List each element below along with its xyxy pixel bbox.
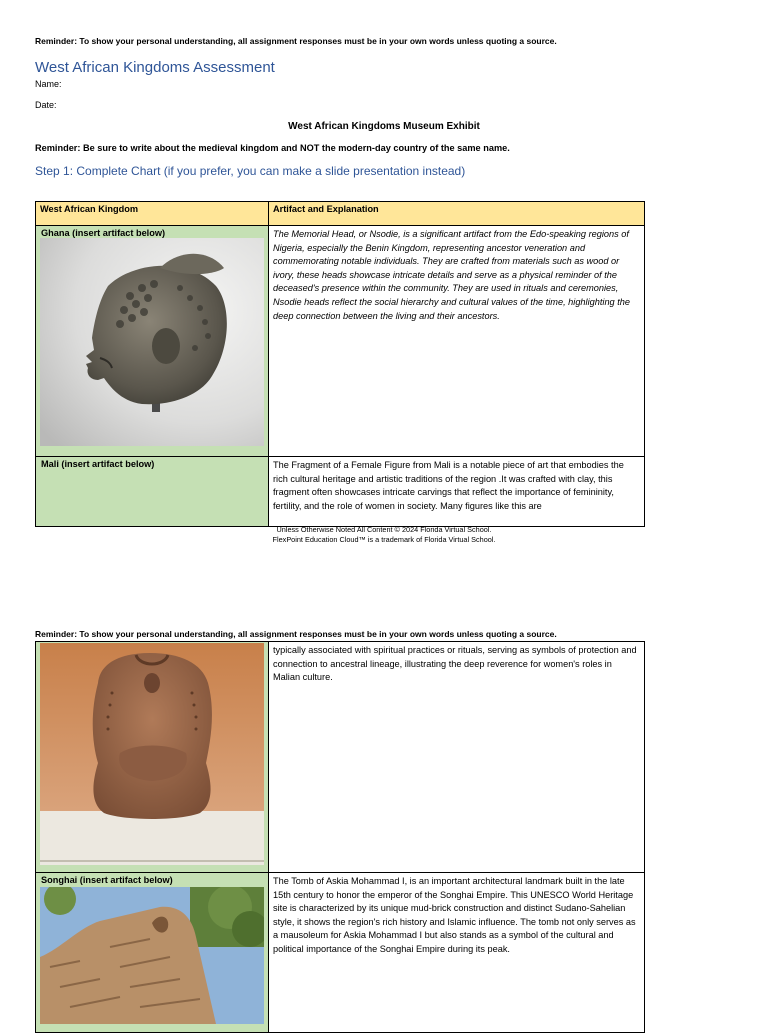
kingdom-name-ghana: Ghana (insert artifact below) <box>41 228 166 238</box>
reminder-note-page2: Reminder: To show your personal understanding, all assignment responses must be in your own words unless quoting a source. <box>35 629 557 639</box>
document-title: West African Kingdoms Assessment <box>35 59 275 76</box>
name-label: Name: <box>35 79 62 89</box>
header-kingdom: West African Kingdom <box>36 202 269 226</box>
exhibit-title: West African Kingdoms Museum Exhibit <box>288 121 480 132</box>
kingdom-name-mali: Mali (insert artifact below) <box>41 459 155 469</box>
memorial-head-image[interactable] <box>40 238 264 446</box>
step1-heading: Step 1: Complete Chart (if you prefer, you can make a slide presentation instead) <box>35 164 466 178</box>
kingdom-reminder: Reminder: Be sure to write about the medieval kingdom and NOT the modern-day country of the same name. <box>35 143 510 153</box>
mali-explanation[interactable]: The Fragment of a Female Figure from Mali is a notable piece of art that embodies the rich cultural heritage and artistic traditions of the region .It was crafted with clay, this fragment often showcases intricate carvings that reflect the importance of femininity, fertility, and the role of women in society. Many figures like this are <box>269 457 645 527</box>
ghana-explanation[interactable]: The Memorial Head, or Nsodie, is a significant artifact from the Edo-speaking regions of Nigeria, especially the Benin Kingdom, representing ancestor veneration and commemorating notable individuals. They are crafted from materials such as wood or ivory, these heads showcase intricate details and serve as a physical reminder of the deceased's presence within the community. They are used in rituals and ceremonies, Nsodie heads reflect the social hierarchy and cultural values of the time, highlighting the deep connection between the living and their ancestors. <box>269 226 645 457</box>
reminder-note: Reminder: To show your personal understanding, all assignment responses must be in your own words unless quoting a source. <box>35 36 557 46</box>
mali-explanation-continued[interactable]: typically associated with spiritual practices or rituals, serving as symbols of protection and connection to ancestral lineage, illustrating the deep reverence for women's roles in Malian culture. <box>269 642 645 873</box>
songhai-explanation[interactable]: The Tomb of Askia Mohammad I, is an important architectural landmark built in the late 15th century to honor the emperor of the Songhai Empire. This UNESCO World Heritage site is characterized by its unique mud-brick construction and distinct Sudano-Sahelian style, it shows the region's rich history and Islamic influence. The tomb not only serves as a mausoleum for Askia Mohammad I but also stands as a symbol of the cultural and political importance of the Songhai Empire during its peak. <box>269 873 645 1033</box>
copyright-line: Unless Otherwise Noted All Content © 2024 Florida Virtual School. <box>276 525 492 534</box>
copyright-footer <box>246 525 522 544</box>
female-figure-image[interactable] <box>40 643 264 865</box>
header-artifact: Artifact and Explanation <box>269 202 645 226</box>
date-label: Date: <box>35 100 57 110</box>
mali-cell <box>36 457 269 527</box>
trademark-line: FlexPoint Education Cloud™ is a trademark of Florida Virtual School. <box>272 534 496 544</box>
askia-tomb-image[interactable] <box>40 887 264 1024</box>
kingdom-name-songhai: Songhai (insert artifact below) <box>41 875 173 885</box>
